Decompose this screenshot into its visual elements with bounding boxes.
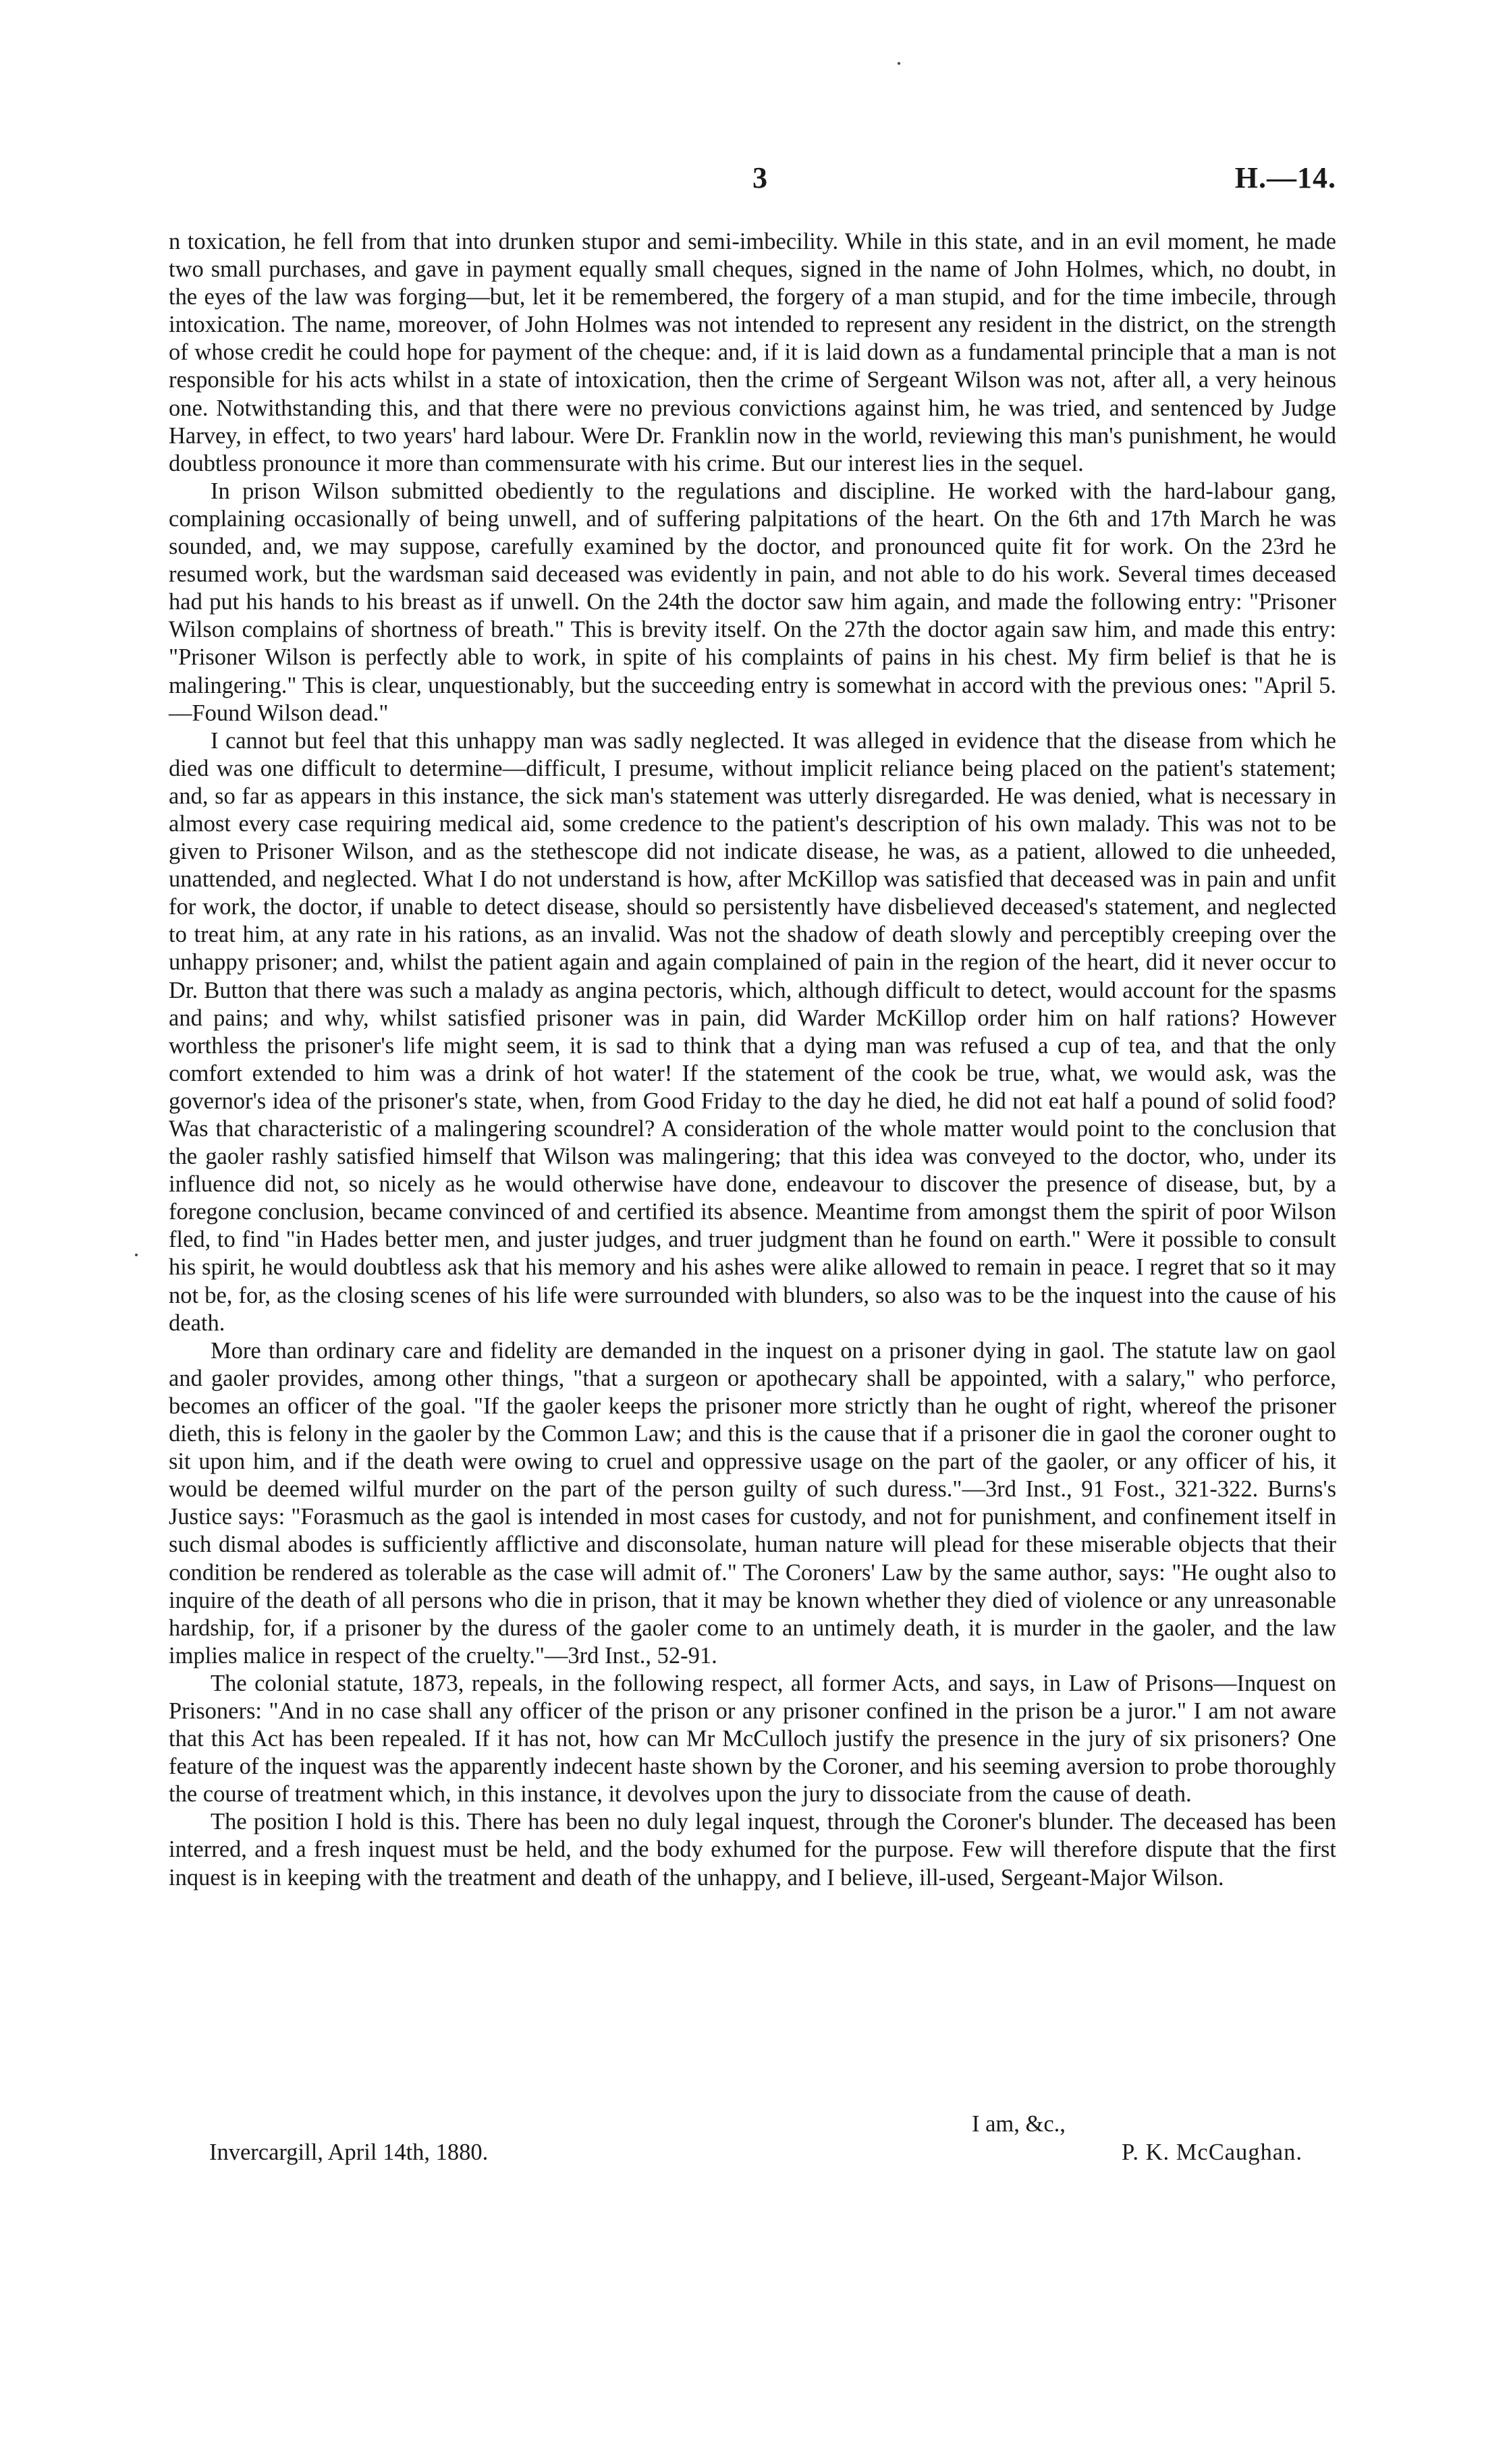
paragraph-6: The position I hold is this. There has been no duly legal inquest, through the Coroner's blunder. The deceased has been interred, and a fresh inquest must be held, and the body exhumed for the purpose. Few will therefore dispute that the first inquest is in keeping with the treatment and death of the unhappy, and I believe, ill-used, Sergeant-Major Wilson. <box>169 1809 1336 1891</box>
signature: P. K. McCaughan. <box>1121 2139 1302 2165</box>
letter-body <box>169 228 1336 1892</box>
paragraph-3: I cannot but feel that this unhappy man was sadly neglected. It was alleged in evidence that the disease from which he died was one difficult to determine—difficult, I presume, without implicit reliance being placed on the patient's statement; and, so far as appears in this instance, the sick man's statement was utterly disregarded. He was denied, what is necessary in almost every case requiring medical aid, some credence to the patient's description of his own malady. This was not to be given to Prisoner Wilson, and as the stethescope did not indicate disease, he was, as a patient, allowed to die unheeded, unattended, and neglected. What I do not understand is how, after McKillop was satisfied that deceased was in pain and unfit for work, the doctor, if unable to detect disease, should so persistently have disbelieved deceased's statement, and neglected to treat him, at any rate in his rations, as an invalid. Was not the shadow of death slowly and perceptibly creeping over the unhappy prisoner; and, whilst the patient again and again complained of pain in the region of the heart, did it never occur to Dr. Button that there was such a malady as angina pectoris, which, although difficult to detect, would account for the spasms and pains; and why, whilst satisfied prisoner was in pain, did Warder McKillop order him on half rations? However worthless the prisoner's life might seem, it is sad to think that a dying man was refused a cup of tea, and that the only comfort extended to him was a drink of hot water! If the statement of the cook be true, what, we would ask, was the governor's idea of the prisoner's state, when, from Good Friday to the day he died, he did not eat half a pound of solid food? Was that characteristic of a malingering scoundrel? A consideration of the whole matter would point to the conclusion that the gaoler rashly satisfied himself that Wilson was malingering; that this idea was conveyed to the doctor, who, under its influence did not, so nicely as he would otherwise have done, endeavour to discover the presence of disease, but, by a foregone conclusion, became convinced of and certified its absence. Meantime from amongst them the spirit of poor Wilson fled, to find "in Hades better men, and juster judges, and truer judgment than he found on earth." Were it possible to consult his spirit, he would doubtless ask that his memory and his ashes were alike allowed to remain in peace. I regret that so it may not be, for, as the closing scenes of his life were surrounded with blunders, so also was to be the inquest into the cause of his death. <box>169 727 1336 1336</box>
scan-speck <box>135 1254 138 1256</box>
letter-signoff <box>169 2110 1336 2171</box>
page-header <box>169 161 1336 201</box>
paragraph-4: More than ordinary care and fidelity are demanded in the inquest on a prisoner dying in gaol. The statute law on gaol and gaoler provides, among other things, "that a surgeon or apothecary shall be appointed, with a salary," who perforce, becomes an officer of the goal. "If the gaoler keeps the prisoner more strictly than he ought of right, whereof the prisoner dieth, this is felony in the gaoler by the Common Law; and this is the cause that if a prisoner die in gaol the coroner ought to sit upon him, and if the death were owing to cruel and oppressive usage on the part of the gaoler, or any officer of his, it would be deemed wilful murder on the part of the person guilty of such duress."—3rd Inst., 91 Fost., 321-322. Burns's Justice says: "Forasmuch as the gaol is intended in most cases for custody, and not for punishment, and confinement itself in such dismal abodes is sufficiently afflictive and disconsolate, human nature will plead for these miserable objects that their condition be rendered as tolerable as the case will admit of." The Coroners' Law by the same author, says: "He ought also to inquire of the death of all persons who die in prison, that it may be known whether they died of violence or any unreasonable hardship, for, if a prisoner by the duress of the gaoler come to an untimely death, it is murder in the gaoler, and the law implies malice in respect of the cruelty."—3rd Inst., 52-91. <box>169 1337 1336 1669</box>
document-code: H.—14. <box>1234 161 1336 194</box>
paragraph-1: n toxication, he fell from that into drunken stupor and semi-imbecility. While in this state, and in an evil moment, he made two small purchases, and gave in payment equally small cheques, signed in the name of John Holmes, which, no doubt, in the eyes of the law was forging—but, let it be remembered, the forgery of a man stupid, and for the time imbecile, through intoxication. The name, moreover, of John Holmes was not intended to represent any resident in the district, on the strength of whose credit he could hope for payment of the cheque: and, if it is laid down as a fundamental principle that a man is not responsible for his acts whilst in a state of intoxication, then the crime of Sergeant Wilson was not, after all, a very heinous one. Notwithstanding this, and that there were no previous convictions against him, he was tried, and sentenced by Judge Harvey, in effect, to two years' hard labour. Were Dr. Franklin now in the world, reviewing this man's punishment, he would doubtless pronounce it more than commensurate with his crime. But our interest lies in the sequel. <box>169 229 1336 476</box>
paragraph-5: The colonial statute, 1873, repeals, in the following respect, all former Acts, and says, in Law of Prisons—Inquest on Prisoners: "And in no case shall any officer of the prison or any prisoner confined in the prison be a juror." I am not aware that this Act has been repealed. If it has not, how can Mr McCulloch justify the presence in the jury of six prisoners? One feature of the inquest was the apparently indecent haste shown by the Coroner, and his seeming aversion to probe thoroughly the course of treatment which, in this instance, it devolves upon the jury to dissociate from the cause of death. <box>169 1670 1336 1808</box>
scan-speck <box>898 62 900 65</box>
page-number: 3 <box>752 161 767 194</box>
paragraph-2: In prison Wilson submitted obediently to the regulations and discipline. He worked with the hard-labour gang, complaining occasionally of being unwell, and of suffering palpitations of the heart. On the 6th and 17th March he was sounded, and, we may suppose, carefully examined by the doctor, and pronounced quite fit for work. On the 23rd he resumed work, but the wardsman said deceased was evidently in pain, and not able to do his work. Several times deceased had put his hands to his breast as if unwell. On the 24th the doctor saw him again, and made the following entry: "Prisoner Wilson complains of shortness of breath." This is brevity itself. On the 27th the doctor again saw him, and made this entry: "Prisoner Wilson is perfectly able to work, in spite of his complaints of pains in his chest. My firm belief is that he is malingering." This is clear, unquestionably, but the succeeding entry is somewhat in accord with the previous ones: "April 5.—Found Wilson dead." <box>169 478 1336 726</box>
closing-salutation: I am, &c., <box>972 2111 1066 2137</box>
dateline: Invercargill, April 14th, 1880. <box>209 2139 489 2165</box>
